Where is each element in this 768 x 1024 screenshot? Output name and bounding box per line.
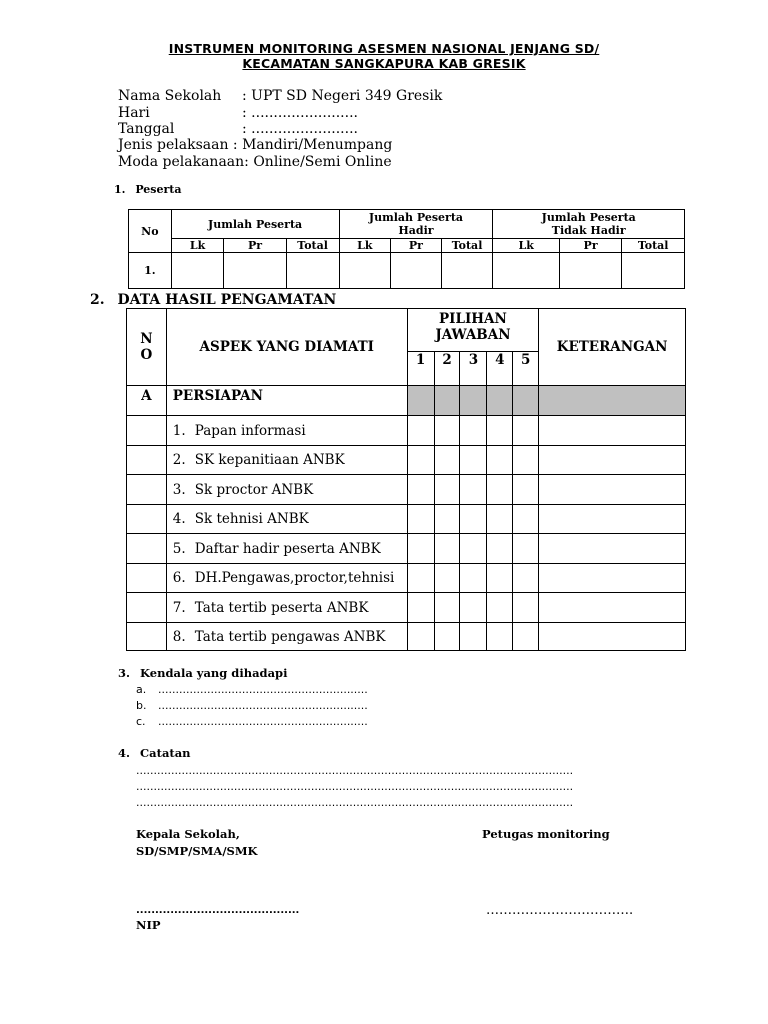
item-number: 5. <box>172 540 186 557</box>
option-1: 1 <box>407 352 434 386</box>
info-label: Moda pelakanaan: <box>118 154 249 170</box>
hadir-line2: Hadir <box>398 224 434 237</box>
table-row <box>127 623 686 651</box>
cell[interactable] <box>407 593 434 623</box>
item-label: Tata tertib peserta ANBK <box>194 599 369 616</box>
info-jenis-pelaksaan <box>118 137 392 153</box>
cell[interactable] <box>513 505 539 534</box>
jenjang-label: SD/SMP/SMA/SMK <box>136 844 258 858</box>
col-aspek-header: ASPEK YANG DIAMATI <box>166 309 407 386</box>
cell <box>441 253 493 289</box>
cell <box>460 386 487 416</box>
col-pilihan-header <box>407 309 539 352</box>
info-hari <box>118 105 358 121</box>
kendala-value: ............................................................ <box>158 699 368 712</box>
cell <box>127 623 167 651</box>
table-row <box>127 446 686 475</box>
item-label: Tata tertib pengawas ANBK <box>194 628 386 645</box>
cell[interactable] <box>539 623 686 651</box>
cell[interactable] <box>513 623 539 651</box>
catatan-line: ............................................................................................................................. <box>136 764 574 777</box>
cell <box>127 564 167 593</box>
group-code: A <box>127 386 167 416</box>
section3-title: Kendala yang dihadapi <box>140 666 288 680</box>
cell[interactable] <box>539 475 686 505</box>
cell[interactable] <box>460 505 487 534</box>
cell[interactable] <box>487 623 513 651</box>
doc-title-line1: INSTRUMEN MONITORING ASESMEN NASIONAL JENJANG SD/ <box>168 41 600 56</box>
section4-heading <box>118 746 191 760</box>
kendala-item-c <box>136 715 368 728</box>
cell <box>622 253 685 289</box>
item-label: SK kepanitiaan ANBK <box>194 452 345 468</box>
hadir-line1: Jumlah Peserta <box>368 211 464 224</box>
aspek-item <box>166 475 407 505</box>
petugas-signature-line: ……………………………. <box>486 903 634 918</box>
table-row <box>127 593 686 623</box>
kendala-key: a. <box>136 683 147 696</box>
cell <box>559 253 621 289</box>
info-label: Nama Sekolah <box>118 88 222 104</box>
cell[interactable] <box>434 564 460 593</box>
item-number: 3. <box>172 481 186 498</box>
section2-title: DATA HASIL PENGAMATAN <box>117 292 337 308</box>
cell <box>127 505 167 534</box>
cell[interactable] <box>487 505 513 534</box>
aspek-item <box>166 446 407 475</box>
item-label: Sk tehnisi ANBK <box>194 511 309 527</box>
cell <box>127 416 167 446</box>
cell <box>127 534 167 564</box>
aspek-item <box>166 505 407 534</box>
kepala-sekolah-label: Kepala Sekolah, <box>136 827 240 841</box>
pengamatan-table <box>126 308 686 651</box>
kepala-signature-line: ........................................... <box>136 905 300 916</box>
cell[interactable] <box>460 534 487 564</box>
item-number: 8. <box>172 628 186 645</box>
cell[interactable] <box>539 505 686 534</box>
cell[interactable] <box>487 593 513 623</box>
cell <box>127 593 167 623</box>
info-nama-sekolah <box>118 88 442 104</box>
sub-total: Total <box>622 239 685 253</box>
cell[interactable] <box>487 564 513 593</box>
section3-heading <box>118 666 287 680</box>
item-number: 6. <box>172 570 186 586</box>
cell[interactable] <box>513 475 539 505</box>
cell <box>407 386 434 416</box>
cell[interactable] <box>460 446 487 475</box>
aspek-item <box>166 416 407 446</box>
table-row <box>127 475 686 505</box>
table-row <box>127 564 686 593</box>
sub-lk: Lk <box>171 239 224 253</box>
sub-total: Total <box>441 239 493 253</box>
info-label: Jenis pelaksaan <box>118 137 229 153</box>
cell <box>513 386 539 416</box>
cell[interactable] <box>460 593 487 623</box>
cell <box>339 253 391 289</box>
info-value: : ........................ <box>242 105 358 121</box>
sub-pr: Pr <box>224 239 286 253</box>
cell <box>224 253 286 289</box>
option-4: 4 <box>487 352 513 386</box>
cell <box>286 253 339 289</box>
section1-heading <box>114 183 182 196</box>
section2-heading <box>90 292 336 308</box>
tidak-line1: Jumlah Peserta <box>541 211 636 224</box>
item-number: 1. <box>172 422 186 439</box>
cell[interactable] <box>539 564 686 593</box>
aspek-item <box>166 534 407 564</box>
cell[interactable] <box>539 593 686 623</box>
cell <box>434 386 460 416</box>
cell[interactable] <box>513 593 539 623</box>
col-no-header <box>127 309 167 386</box>
cell[interactable] <box>407 505 434 534</box>
petugas-monitoring-label: Petugas monitoring <box>482 827 610 841</box>
sub-pr: Pr <box>391 239 442 253</box>
cell <box>539 386 686 416</box>
tidak-line2: Tidak Hadir <box>551 224 626 237</box>
col-no-header: No <box>129 210 172 253</box>
cell[interactable] <box>460 623 487 651</box>
cell[interactable] <box>434 416 460 446</box>
item-label: Sk proctor ANBK <box>194 481 314 498</box>
cell[interactable] <box>460 475 487 505</box>
kendala-value: ............................................................ <box>158 715 368 728</box>
cell[interactable] <box>434 593 460 623</box>
cell[interactable] <box>407 564 434 593</box>
cell[interactable] <box>487 416 513 446</box>
cell[interactable] <box>460 416 487 446</box>
section2-number: 2. <box>90 292 105 308</box>
option-5: 5 <box>513 352 539 386</box>
section1-title: Peserta <box>135 183 182 196</box>
item-number: 2. <box>172 452 186 468</box>
cell <box>127 475 167 505</box>
cell[interactable] <box>487 475 513 505</box>
cell[interactable] <box>407 416 434 446</box>
info-value: Online/Semi Online <box>248 154 392 170</box>
info-label: Tanggal <box>118 121 175 137</box>
col-jumlah-header: Jumlah Peserta <box>171 210 339 239</box>
info-label: Hari <box>118 105 150 121</box>
section4-title: Catatan <box>140 746 191 760</box>
group-label: PERSIAPAN <box>166 386 407 416</box>
option-2: 2 <box>434 352 460 386</box>
cell[interactable] <box>487 534 513 564</box>
item-label: DH.Pengawas,proctor,tehnisi <box>194 570 395 586</box>
cell[interactable] <box>434 534 460 564</box>
table-row <box>127 505 686 534</box>
item-number: 7. <box>172 599 186 616</box>
info-value: : Mandiri/Menumpang <box>228 137 393 153</box>
kendala-item-a <box>136 683 368 696</box>
sub-total: Total <box>286 239 339 253</box>
kendala-value: ............................................................ <box>158 683 368 696</box>
option-3: 3 <box>460 352 487 386</box>
cell[interactable] <box>407 475 434 505</box>
cell[interactable] <box>407 623 434 651</box>
section3-number: 3. <box>118 666 131 680</box>
aspek-item <box>166 593 407 623</box>
sub-lk: Lk <box>493 239 559 253</box>
sub-lk: Lk <box>339 239 391 253</box>
item-label: Daftar hadir peserta ANBK <box>194 540 381 557</box>
cell[interactable] <box>513 416 539 446</box>
cell[interactable] <box>434 446 460 475</box>
item-label: Papan informasi <box>194 422 306 439</box>
cell[interactable] <box>539 446 686 475</box>
info-value: : UPT SD Negeri 349 Gresik <box>242 88 443 104</box>
info-tanggal <box>118 121 358 137</box>
col-keterangan-header: KETERANGAN <box>539 309 686 386</box>
cell <box>391 253 442 289</box>
cell[interactable] <box>434 623 460 651</box>
table-row <box>127 416 686 446</box>
group-row <box>127 386 686 416</box>
cell[interactable] <box>407 446 434 475</box>
catatan-line: ............................................................................................................................. <box>136 780 574 793</box>
info-value: : ........................ <box>242 121 358 137</box>
section1-number: 1. <box>114 183 126 196</box>
cell[interactable] <box>539 416 686 446</box>
col-hadir-header <box>339 210 493 239</box>
info-moda <box>118 154 392 170</box>
cell <box>487 386 513 416</box>
no-line2: O <box>140 347 153 363</box>
cell[interactable] <box>407 534 434 564</box>
cell[interactable] <box>434 505 460 534</box>
cell <box>493 253 559 289</box>
cell[interactable] <box>487 446 513 475</box>
doc-title-line2: KECAMATAN SANGKAPURA KAB GRESIK <box>242 56 526 71</box>
cell <box>171 253 224 289</box>
cell[interactable] <box>513 534 539 564</box>
kendala-item-b <box>136 699 368 712</box>
aspek-item <box>166 623 407 651</box>
cell[interactable] <box>513 564 539 593</box>
cell[interactable] <box>460 564 487 593</box>
item-number: 4. <box>172 511 186 527</box>
pilihan-line2: JAWABAN <box>435 327 511 343</box>
no-line1: N <box>140 331 153 347</box>
pilihan-line1: PILIHAN <box>439 311 507 327</box>
catatan-line: ............................................................................................................................. <box>136 796 574 809</box>
aspek-item <box>166 564 407 593</box>
kendala-key: c. <box>136 715 146 728</box>
peserta-table <box>128 209 685 289</box>
cell[interactable] <box>513 446 539 475</box>
cell[interactable] <box>539 534 686 564</box>
cell[interactable] <box>434 475 460 505</box>
row-no: 1. <box>129 253 172 289</box>
table-row <box>127 534 686 564</box>
nip-label: NIP <box>136 918 161 932</box>
cell <box>127 446 167 475</box>
col-tidak-hadir-header <box>493 210 685 239</box>
kendala-key: b. <box>136 699 147 712</box>
sub-pr: Pr <box>559 239 621 253</box>
section4-number: 4. <box>118 746 131 760</box>
